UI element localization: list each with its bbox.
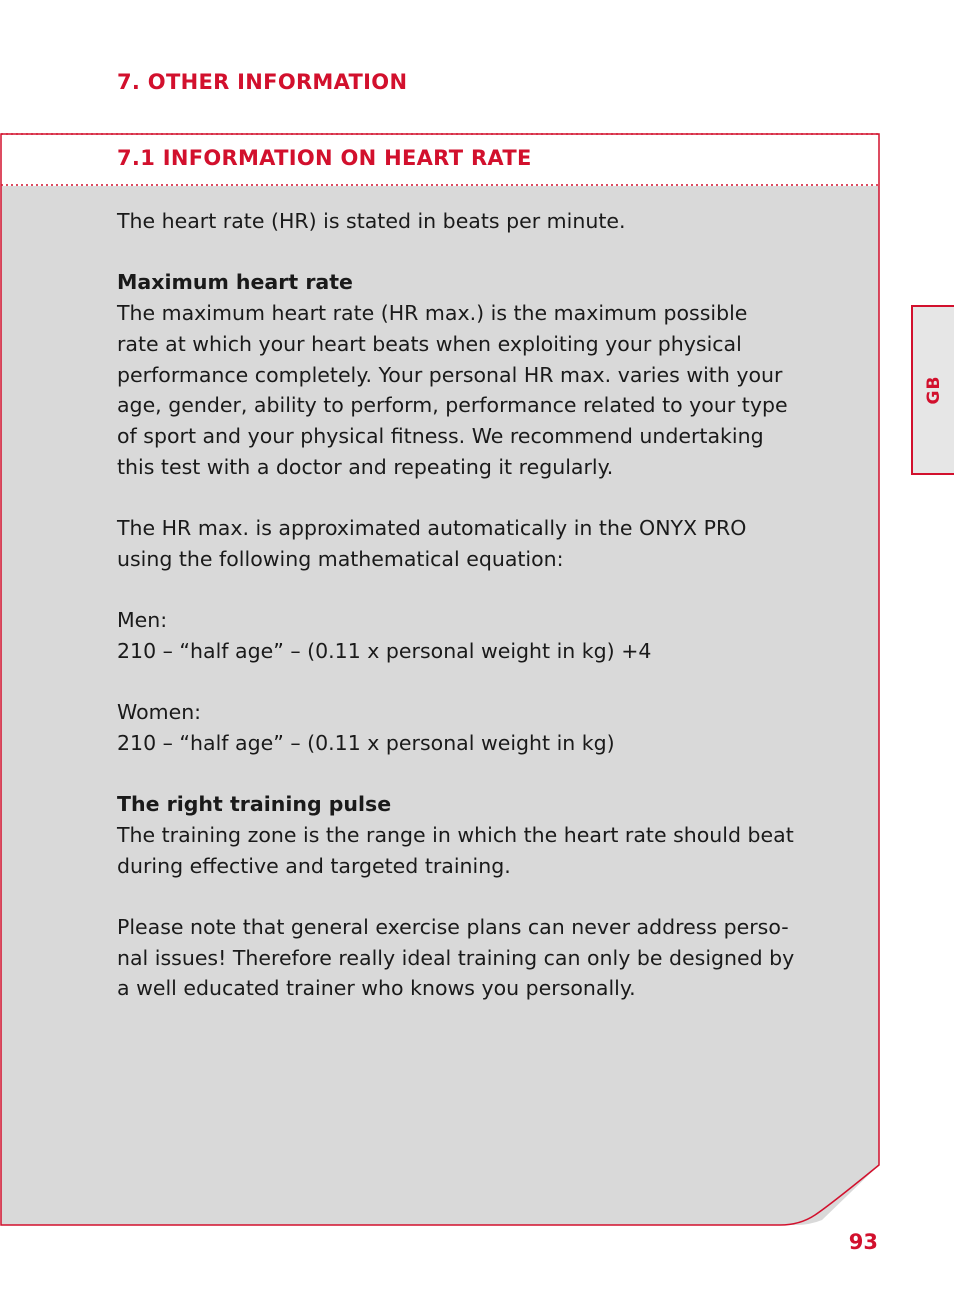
women-formula: 210 – “half age” – (0.11 x personal weight in kg) — [117, 730, 615, 755]
intro-text: The heart rate (HR) is stated in beats per minute. — [117, 209, 626, 233]
paragraph-line: Please note that general exercise plans can never address perso- — [117, 915, 789, 940]
women-label: Women: — [117, 700, 202, 725]
paragraph-line: this test with a doctor and repeating it regularly. — [117, 454, 614, 479]
language-tab — [911, 305, 954, 475]
paragraph-line: age, gender, ability to perform, performance related to your type — [117, 393, 788, 418]
language-tab-label: GB — [923, 375, 944, 405]
paragraph-line: The maximum heart rate (HR max.) is the maximum possible — [117, 301, 748, 326]
paragraph-line: nal issues! Therefore really ideal training can only be designed by — [117, 945, 795, 970]
max-heart-rate-heading: Maximum heart rate — [117, 270, 353, 295]
body-text — [117, 206, 827, 1004]
paragraph-line: a well educated trainer who knows you personally. — [117, 976, 636, 1001]
paragraph-line: rate at which your heart beats when exploiting your physical — [117, 331, 742, 356]
paragraph-line: using the following mathematical equation: — [117, 546, 564, 571]
section-title: 7. OTHER INFORMATION — [117, 70, 408, 94]
training-pulse-heading: The right training pulse — [117, 792, 392, 817]
men-formula: 210 – “half age” – (0.11 x personal weight in kg) +4 — [117, 638, 652, 663]
paragraph-line: The training zone is the range in which the heart rate should beat — [117, 822, 794, 847]
men-label: Men: — [117, 608, 168, 633]
paragraph-line: during effective and targeted training. — [117, 853, 511, 878]
paragraph-line: of sport and your physical fitness. We recommend undertaking — [117, 423, 764, 448]
page-number: 93 — [848, 1230, 878, 1254]
paragraph-line: The HR max. is approximated automatically in the ONYX PRO — [117, 516, 747, 540]
paragraph-line: performance completely. Your personal HR max. varies with your — [117, 362, 783, 387]
subsection-title: 7.1 INFORMATION ON HEART RATE — [117, 146, 532, 170]
